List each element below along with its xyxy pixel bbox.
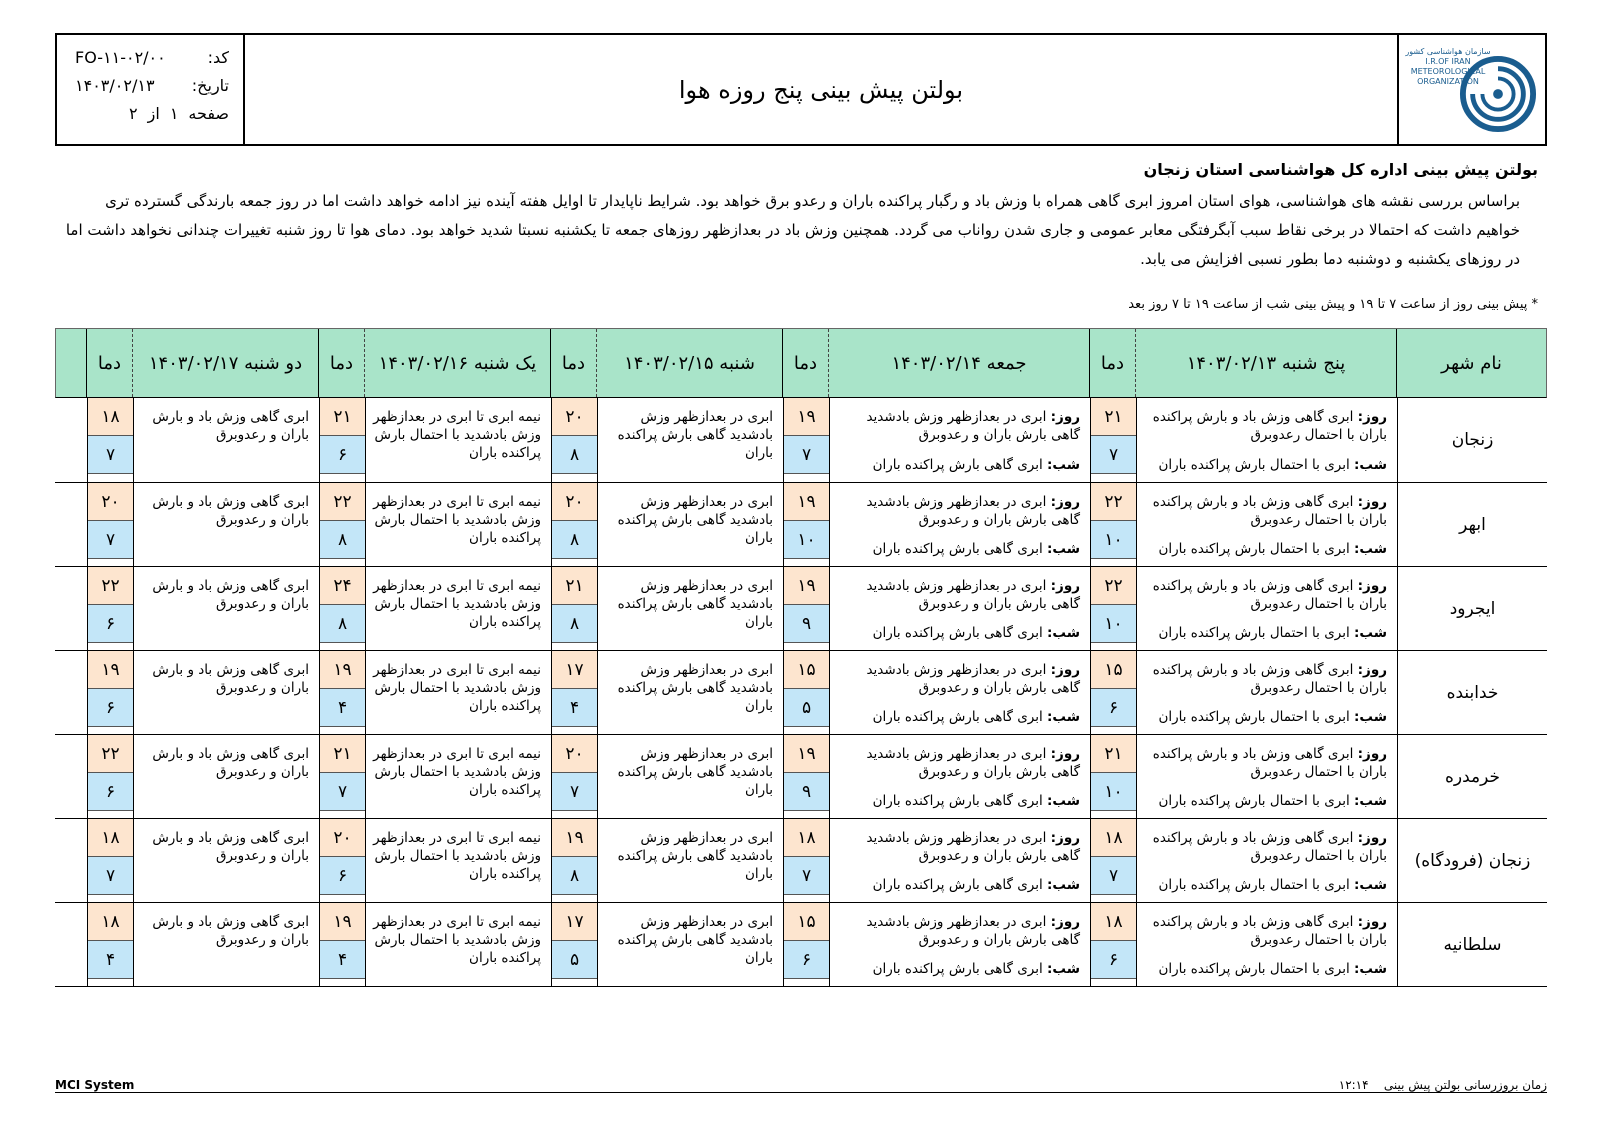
min-temp: ۷ <box>88 436 133 474</box>
temp-day-3 <box>551 651 598 734</box>
min-temp: ۸ <box>552 436 597 474</box>
forecast-day-2 <box>830 483 1090 566</box>
forecast-day-4: نیمه ابری تا ابری در بعدازظهر وزش بادشدید با احتمال بارش پراکنده باران <box>373 662 541 714</box>
forecast-day-4: نیمه ابری تا ابری در بعدازظهر وزش بادشدید با احتمال بارش پراکنده باران <box>373 494 541 546</box>
temp-day-5 <box>87 567 134 650</box>
night-forecast: شب: ابری گاهی بارش پراکنده باران <box>872 625 1080 641</box>
header-day-4: یک شنبه ۱۴۰۳/۰۲/۱۶ <box>378 352 537 374</box>
day-forecast: روز: ابری گاهی وزش باد و بارش پراکنده باران با احتمال رعدوبرق <box>1152 830 1387 864</box>
city-name: ایجرود <box>1397 567 1547 650</box>
max-temp: ۲۱ <box>1091 398 1136 436</box>
night-forecast: شب: ابری با احتمال بارش پراکنده باران <box>1158 625 1387 641</box>
min-temp: ۷ <box>320 773 365 811</box>
day-forecast: روز: ابری در بعدازظهر وزش بادشدید گاهی بارش باران و رعدوبرق <box>866 409 1080 443</box>
min-temp: ۷ <box>88 857 133 895</box>
forecast-day-2 <box>830 735 1090 818</box>
max-temp: ۱۸ <box>1091 903 1136 941</box>
temp-day-2 <box>783 735 830 818</box>
max-temp: ۲۱ <box>552 567 597 605</box>
temp-day-5 <box>87 819 134 902</box>
city-name: زنجان (فرودگاه) <box>1397 819 1547 902</box>
table-row <box>55 902 1547 986</box>
date-label: تاریخ: <box>191 76 229 95</box>
max-temp: ۱۹ <box>784 567 829 605</box>
temp-day-4 <box>319 398 366 482</box>
temp-day-5 <box>87 398 134 482</box>
max-temp: ۲۱ <box>1091 735 1136 773</box>
min-temp: ۱۰ <box>1091 521 1136 559</box>
min-temp: ۴ <box>320 941 365 979</box>
forecast-day-1 <box>1137 903 1397 986</box>
min-temp: ۴ <box>552 689 597 727</box>
max-temp: ۲۴ <box>320 567 365 605</box>
page-number: ۱ <box>169 104 179 123</box>
day-forecast: روز: ابری در بعدازظهر وزش بادشدید گاهی بارش باران و رعدوبرق <box>866 914 1080 948</box>
night-forecast: شب: ابری با احتمال بارش پراکنده باران <box>1158 877 1387 893</box>
max-temp: ۲۲ <box>88 567 133 605</box>
day-forecast: روز: ابری در بعدازظهر وزش بادشدید گاهی بارش باران و رعدوبرق <box>866 746 1080 780</box>
header-day-2: جمعه ۱۴۰۳/۰۲/۱۴ <box>891 352 1027 374</box>
forecast-day-5: ابری گاهی وزش باد و بارش باران و رعدوبرق <box>152 746 309 780</box>
intro-body: براساس بررسی نقشه های هواشناسی، هوای استان امروز ابری گاهی همراه با وزش باد و رگبار پراکنده باران و رعدو برق خواهد بود. شرایط ناپایدار تا اوایل هفته آینده نیز ادامه خواهد داشت اما در روز جمعه بارندگی گسترده تری خواهیم داشت که احتمالا در برخی نقاط سبب آبگرفتگی معابر عمومی و جاری شدن رواناب می گردد. همچنین وزش باد در بعدازظهر روزهای جمعه تا یکشنبه نسبتا شدید خواهد بود. دمای هوا تا روز شنبه تغییرات چندانی نخواهد داشت اما در روزهای یکشنبه و دوشنبه دما بطور نسبی افزایش می یابد. <box>65 192 1520 268</box>
forecast-day-5: ابری گاهی وزش باد و بارش باران و رعدوبرق <box>152 578 309 612</box>
temp-day-1 <box>1090 398 1137 482</box>
day-forecast: روز: ابری در بعدازظهر وزش بادشدید گاهی بارش باران و رعدوبرق <box>866 830 1080 864</box>
max-temp: ۲۲ <box>1091 483 1136 521</box>
day-forecast: روز: ابری در بعدازظهر وزش بادشدید گاهی بارش باران و رعدوبرق <box>866 662 1080 696</box>
bulletin-header <box>55 33 1547 146</box>
min-temp: ۴ <box>88 941 133 979</box>
max-temp: ۱۹ <box>88 651 133 689</box>
max-temp: ۲۲ <box>88 735 133 773</box>
max-temp: ۲۰ <box>552 735 597 773</box>
min-temp: ۹ <box>784 605 829 643</box>
intro-title: بولتن پیش بینی اداره کل هواشناسی استان زنجان <box>1143 160 1538 179</box>
temp-day-5 <box>87 651 134 734</box>
min-temp: ۶ <box>320 857 365 895</box>
header-day-5: دو شنبه ۱۴۰۳/۰۲/۱۷ <box>148 352 303 374</box>
min-temp: ۷ <box>1091 436 1136 474</box>
max-temp: ۱۹ <box>784 735 829 773</box>
page-of: از <box>147 104 160 123</box>
min-temp: ۹ <box>784 773 829 811</box>
temp-day-5 <box>87 903 134 986</box>
forecast-day-3: ابری در بعدازظهر وزش بادشدید گاهی بارش پراکنده باران <box>617 830 773 882</box>
max-temp: ۱۸ <box>88 398 133 436</box>
forecast-day-2 <box>830 819 1090 902</box>
max-temp: ۲۰ <box>552 483 597 521</box>
max-temp: ۲۱ <box>320 398 365 436</box>
min-temp: ۷ <box>552 773 597 811</box>
night-forecast: شب: ابری گاهی بارش پراکنده باران <box>872 709 1080 725</box>
forecast-day-2 <box>830 903 1090 986</box>
temp-day-4 <box>319 735 366 818</box>
intro-section <box>60 160 1538 274</box>
temp-day-4 <box>319 903 366 986</box>
forecast-day-5: ابری گاهی وزش باد و بارش باران و رعدوبرق <box>152 494 309 528</box>
night-forecast: شب: ابری با احتمال بارش پراکنده باران <box>1158 541 1387 557</box>
header-temp-2: دما <box>782 329 829 397</box>
forecast-day-3: ابری در بعدازظهر وزش بادشدید گاهی بارش پراکنده باران <box>617 578 773 630</box>
table-header <box>55 328 1547 398</box>
day-forecast: روز: ابری گاهی وزش باد و بارش پراکنده باران با احتمال رعدوبرق <box>1152 494 1387 528</box>
header-city: نام شهر <box>1396 329 1546 397</box>
min-temp: ۵ <box>552 941 597 979</box>
day-forecast: روز: ابری در بعدازظهر وزش بادشدید گاهی بارش باران و رعدوبرق <box>866 578 1080 612</box>
meteorological-logo-icon <box>1459 55 1537 133</box>
max-temp: ۱۷ <box>552 903 597 941</box>
forecast-day-4: نیمه ابری تا ابری در بعدازظهر وزش بادشدید با احتمال بارش پراکنده باران <box>373 409 541 461</box>
min-temp: ۸ <box>552 857 597 895</box>
max-temp: ۱۸ <box>1091 819 1136 857</box>
max-temp: ۲۰ <box>88 483 133 521</box>
document-meta <box>57 35 245 144</box>
max-temp: ۱۹ <box>552 819 597 857</box>
page-total: ۲ <box>129 104 138 123</box>
temp-day-3 <box>551 819 598 902</box>
max-temp: ۱۵ <box>1091 651 1136 689</box>
system-name: MCI System <box>55 1078 135 1092</box>
max-temp: ۱۵ <box>784 903 829 941</box>
forecast-day-2 <box>830 651 1090 734</box>
min-temp: ۸ <box>552 521 597 559</box>
min-temp: ۶ <box>88 605 133 643</box>
forecast-day-4: نیمه ابری تا ابری در بعدازظهر وزش بادشدید با احتمال بارش پراکنده باران <box>373 578 541 630</box>
temp-day-2 <box>783 483 830 566</box>
footer <box>55 1070 1547 1093</box>
table-row <box>55 818 1547 902</box>
update-info <box>1339 1078 1547 1092</box>
header-temp-4: دما <box>318 329 365 397</box>
max-temp: ۲۰ <box>552 398 597 436</box>
forecast-day-3: ابری در بعدازظهر وزش بادشدید گاهی بارش پراکنده باران <box>617 494 773 546</box>
logo <box>1397 35 1545 144</box>
max-temp: ۱۸ <box>88 903 133 941</box>
update-time: ۱۲:۱۴ <box>1338 1078 1369 1092</box>
temp-day-1 <box>1090 651 1137 734</box>
max-temp: ۱۵ <box>784 651 829 689</box>
forecast-day-1 <box>1137 398 1397 482</box>
min-temp: ۶ <box>88 773 133 811</box>
temp-day-4 <box>319 483 366 566</box>
forecast-day-1 <box>1137 735 1397 818</box>
temp-day-2 <box>783 903 830 986</box>
temp-day-2 <box>783 398 830 482</box>
min-temp: ۴ <box>320 689 365 727</box>
max-temp: ۱۸ <box>784 819 829 857</box>
forecast-day-4: نیمه ابری تا ابری در بعدازظهر وزش بادشدید با احتمال بارش پراکنده باران <box>373 830 541 882</box>
forecast-day-1 <box>1137 483 1397 566</box>
code-label: کد: <box>207 48 229 67</box>
update-label: زمان بروزرسانی بولتن پیش بینی <box>1383 1078 1547 1092</box>
table-row <box>55 398 1547 482</box>
night-forecast: شب: ابری گاهی بارش پراکنده باران <box>872 541 1080 557</box>
temp-day-3 <box>551 903 598 986</box>
table-row <box>55 734 1547 818</box>
forecast-day-4: نیمه ابری تا ابری در بعدازظهر وزش بادشدید با احتمال بارش پراکنده باران <box>373 914 541 966</box>
night-forecast: شب: ابری با احتمال بارش پراکنده باران <box>1158 709 1387 725</box>
min-temp: ۸ <box>320 521 365 559</box>
night-forecast: شب: ابری با احتمال بارش پراکنده باران <box>1158 793 1387 809</box>
temp-day-4 <box>319 819 366 902</box>
max-temp: ۲۰ <box>320 819 365 857</box>
city-name: خرمدره <box>1397 735 1547 818</box>
min-temp: ۱۰ <box>784 521 829 559</box>
day-forecast: روز: ابری گاهی وزش باد و بارش پراکنده باران با احتمال رعدوبرق <box>1152 662 1387 696</box>
forecast-day-1 <box>1137 819 1397 902</box>
date-row <box>75 72 229 100</box>
temp-day-3 <box>551 567 598 650</box>
temp-day-5 <box>87 483 134 566</box>
night-forecast: شب: ابری گاهی بارش پراکنده باران <box>872 457 1080 473</box>
min-temp: ۷ <box>1091 857 1136 895</box>
min-temp: ۷ <box>784 436 829 474</box>
forecast-day-2 <box>830 398 1090 482</box>
min-temp: ۸ <box>320 605 365 643</box>
min-temp: ۱۰ <box>1091 773 1136 811</box>
forecast-day-1 <box>1137 651 1397 734</box>
night-forecast: شب: ابری گاهی بارش پراکنده باران <box>872 877 1080 893</box>
max-temp: ۲۲ <box>1091 567 1136 605</box>
header-temp-5: دما <box>86 329 133 397</box>
temp-day-3 <box>551 735 598 818</box>
max-temp: ۱۹ <box>320 903 365 941</box>
min-temp: ۸ <box>552 605 597 643</box>
logo-text: سازمان هواشناسی کشور I.R.OF IRAN METEOROLOGICAL ORGANIZATION <box>1405 47 1491 86</box>
night-forecast: شب: ابری گاهی بارش پراکنده باران <box>872 961 1080 977</box>
header-temp-1: دما <box>1089 329 1136 397</box>
code-value: FO-۱۱-۰۲/۰۰ <box>75 48 166 67</box>
min-temp: ۶ <box>1091 689 1136 727</box>
forecast-table <box>55 328 1547 987</box>
temp-day-3 <box>551 483 598 566</box>
temp-day-2 <box>783 819 830 902</box>
forecast-day-4: نیمه ابری تا ابری در بعدازظهر وزش بادشدید با احتمال بارش پراکنده باران <box>373 746 541 798</box>
table-row <box>55 566 1547 650</box>
forecast-day-5: ابری گاهی وزش باد و بارش باران و رعدوبرق <box>152 409 309 443</box>
city-name: زنجان <box>1397 398 1547 482</box>
max-temp: ۲۱ <box>320 735 365 773</box>
max-temp: ۱۷ <box>552 651 597 689</box>
day-forecast: روز: ابری در بعدازظهر وزش بادشدید گاهی بارش باران و رعدوبرق <box>866 494 1080 528</box>
forecast-day-5: ابری گاهی وزش باد و بارش باران و رعدوبرق <box>152 830 309 864</box>
forecast-day-2 <box>830 567 1090 650</box>
temp-day-1 <box>1090 735 1137 818</box>
temp-day-2 <box>783 567 830 650</box>
temp-day-1 <box>1090 819 1137 902</box>
min-temp: ۵ <box>784 689 829 727</box>
table-row <box>55 650 1547 734</box>
forecast-day-3: ابری در بعدازظهر وزش بادشدید گاهی بارش پراکنده باران <box>617 662 773 714</box>
page-label: صفحه <box>188 104 229 123</box>
temp-day-1 <box>1090 567 1137 650</box>
header-day-3: شنبه ۱۴۰۳/۰۲/۱۵ <box>624 352 755 374</box>
forecast-note: * پیش بینی روز از ساعت ۷ تا ۱۹ و پیش بینی شب از ساعت ۱۹ تا ۷ روز بعد <box>1128 297 1538 312</box>
city-name: سلطانیه <box>1397 903 1547 986</box>
table-row <box>55 482 1547 566</box>
temp-day-4 <box>319 651 366 734</box>
max-temp: ۲۲ <box>320 483 365 521</box>
day-forecast: روز: ابری گاهی وزش باد و بارش پراکنده باران با احتمال رعدوبرق <box>1152 746 1387 780</box>
min-temp: ۶ <box>88 689 133 727</box>
max-temp: ۱۹ <box>784 483 829 521</box>
day-forecast: روز: ابری گاهی وزش باد و بارش پراکنده باران با احتمال رعدوبرق <box>1152 409 1387 443</box>
page-title: بولتن پیش بینی پنج روزه هوا <box>678 75 964 104</box>
table-body <box>55 398 1547 986</box>
forecast-day-5: ابری گاهی وزش باد و بارش باران و رعدوبرق <box>152 914 309 948</box>
night-forecast: شب: ابری با احتمال بارش پراکنده باران <box>1158 457 1387 473</box>
temp-day-4 <box>319 567 366 650</box>
day-forecast: روز: ابری گاهی وزش باد و بارش پراکنده باران با احتمال رعدوبرق <box>1152 578 1387 612</box>
day-forecast: روز: ابری گاهی وزش باد و بارش پراکنده باران با احتمال رعدوبرق <box>1152 914 1387 948</box>
temp-day-1 <box>1090 483 1137 566</box>
date-value: ۱۴۰۳/۰۲/۱۳ <box>75 76 155 95</box>
forecast-day-5: ابری گاهی وزش باد و بارش باران و رعدوبرق <box>152 662 309 696</box>
min-temp: ۶ <box>784 941 829 979</box>
forecast-day-3: ابری در بعدازظهر وزش بادشدید گاهی بارش پراکنده باران <box>617 914 773 966</box>
city-name: خدابنده <box>1397 651 1547 734</box>
header-day-1: پنج شنبه ۱۴۰۳/۰۲/۱۳ <box>1186 352 1346 374</box>
temp-day-1 <box>1090 903 1137 986</box>
city-name: ابهر <box>1397 483 1547 566</box>
min-temp: ۷ <box>88 521 133 559</box>
night-forecast: شب: ابری با احتمال بارش پراکنده باران <box>1158 961 1387 977</box>
min-temp: ۱۰ <box>1091 605 1136 643</box>
max-temp: ۱۸ <box>88 819 133 857</box>
temp-day-5 <box>87 735 134 818</box>
night-forecast: شب: ابری گاهی بارش پراکنده باران <box>872 793 1080 809</box>
forecast-day-3: ابری در بعدازظهر وزش بادشدید گاهی بارش پراکنده باران <box>617 746 773 798</box>
page-row <box>75 100 229 128</box>
forecast-day-3: ابری در بعدازظهر وزش بادشدید گاهی بارش پراکنده باران <box>617 409 773 461</box>
forecast-day-1 <box>1137 567 1397 650</box>
min-temp: ۶ <box>320 436 365 474</box>
temp-day-2 <box>783 651 830 734</box>
min-temp: ۶ <box>1091 941 1136 979</box>
max-temp: ۱۹ <box>784 398 829 436</box>
temp-day-3 <box>551 398 598 482</box>
header-temp-3: دما <box>550 329 597 397</box>
code-row <box>75 44 229 72</box>
min-temp: ۷ <box>784 857 829 895</box>
max-temp: ۱۹ <box>320 651 365 689</box>
